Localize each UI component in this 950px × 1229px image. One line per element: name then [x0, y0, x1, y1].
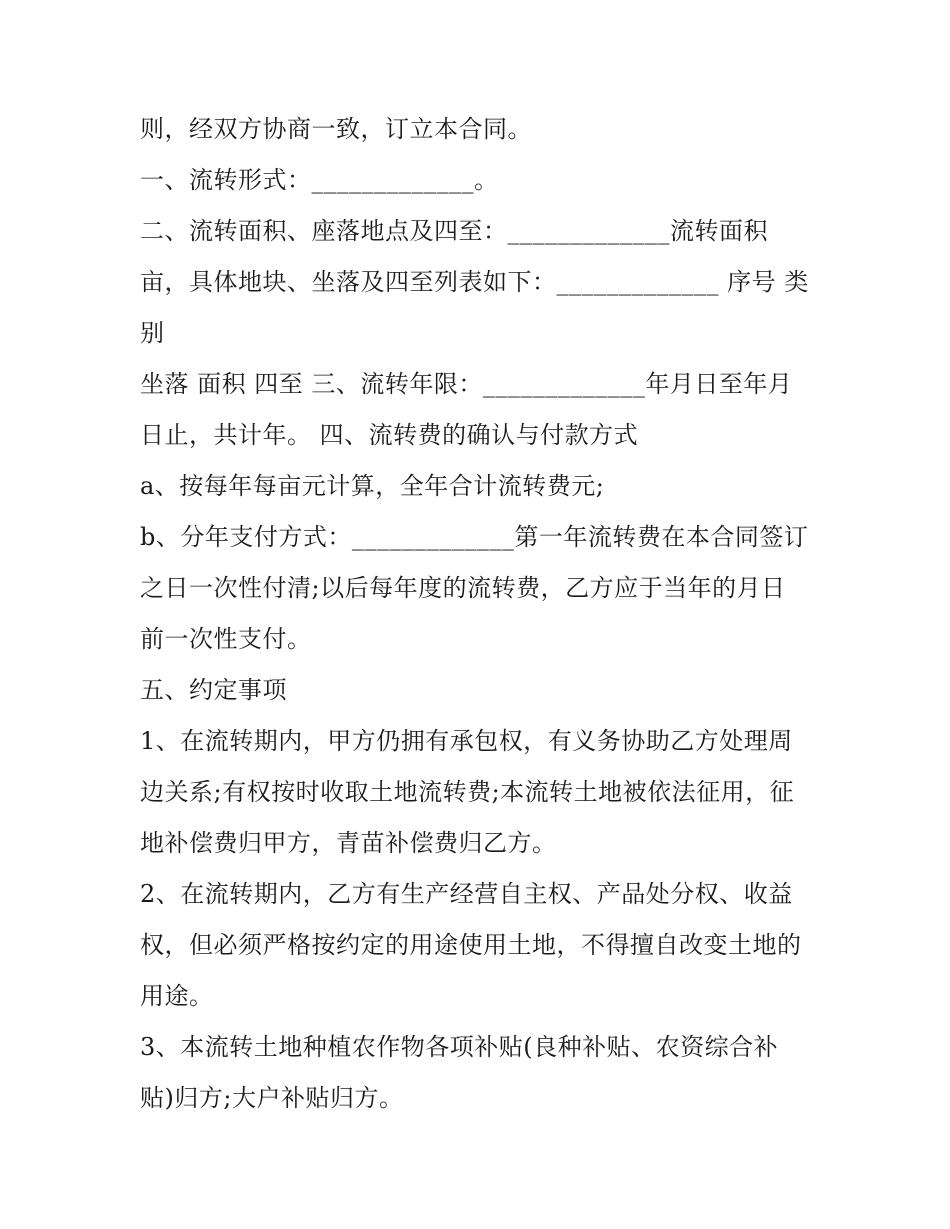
text-line: 贴)归方;大户补贴归方。	[140, 1084, 404, 1112]
text-line: 亩，具体地块、坐落及四至列表如下：_____________ 序号 类	[140, 268, 809, 296]
text-line: 坐落 面积 四至 三、流转年限：_____________年月日至年月	[140, 370, 793, 398]
contract-body	[140, 104, 820, 1124]
text-line: 日止，共计年。 四、流转费的确认与付款方式	[140, 421, 639, 449]
text-line: 3、本流转土地种植农作物各项补贴(良种补贴、农资综合补	[140, 1033, 779, 1061]
text-line: b、分年支付方式：_____________第一年流转费在本合同签订	[140, 523, 809, 551]
text-line: 边关系;有权按时收取土地流转费;本流转土地被依法征用，征	[140, 778, 795, 806]
text-line: 别	[140, 319, 165, 347]
text-line: 二、流转面积、座落地点及四至：_____________流转面积	[140, 217, 768, 245]
text-line: 1、在流转期内，甲方仍拥有承包权，有义务协助乙方处理周	[140, 727, 793, 755]
text-line: 之日一次性付清;以后每年度的流转费，乙方应于当年的月日	[140, 574, 786, 602]
text-line: 2、在流转期内，乙方有生产经营自主权、产品处分权、收益	[140, 880, 793, 908]
text-line: 用途。	[140, 982, 214, 1010]
text-line: 则，经双方协商一致，订立本合同。	[140, 115, 532, 143]
section-heading: 五、约定事项	[140, 676, 287, 704]
text-line: a、按每年每亩元计算，全年合计流转费元;	[140, 472, 605, 500]
text-line: 一、流转形式：_____________。	[140, 166, 499, 194]
text-line: 前一次性支付。	[140, 625, 312, 653]
text-line: 地补偿费归甲方，青苗补偿费归乙方。	[140, 829, 557, 857]
text-line: 权，但必须严格按约定的用途使用土地，不得擅自改变土地的	[140, 931, 802, 959]
